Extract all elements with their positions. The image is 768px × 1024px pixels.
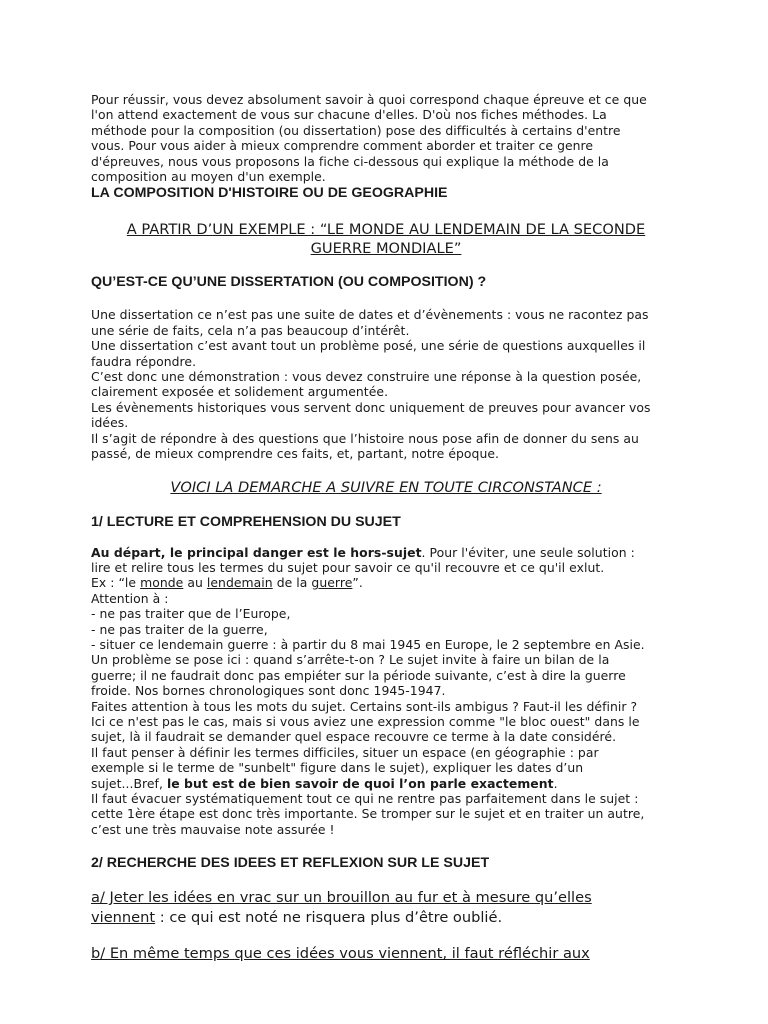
paragraph-line: Les évènements historiques vous servent donc uniquement de preuves pour avancer vos [91, 399, 651, 415]
paragraph-line: Une dissertation c’est avant tout un problème posé, une série de questions auxquelles il [91, 338, 646, 354]
section-2-item-a [91, 888, 681, 927]
demarche-title: VOICI LA DEMARCHE A SUIVRE EN TOUTE CIRCONSTANCE : [170, 478, 602, 496]
text-span: . [553, 775, 558, 791]
paragraph-line: idées. [91, 415, 129, 431]
item-a-line: a/ Jeter les idées en vrac sur un brouillon au fur et à mesure qu’elles [91, 889, 592, 907]
document-page [91, 92, 681, 964]
paragraph-line: Il faut penser à définir les termes difficiles, situer un espace (en géographie : par [91, 744, 599, 760]
paragraph-line: clairement exposée et solidement argumentée. [91, 384, 389, 400]
paragraph-line [91, 545, 681, 560]
paragraph-line: cette 1ère étape est donc très importante. Se tromper sur le sujet et en traiter un autre, [91, 806, 645, 822]
paragraph-line: C’est donc une démonstration : vous devez construire une réponse à la question posée, [91, 369, 642, 385]
underlined-word: lendemain [206, 575, 273, 591]
paragraph-line: Attention à : [91, 590, 169, 606]
underlined-word: viennent [91, 908, 156, 926]
paragraph-line: Une dissertation ce n’est pas une suite de dates et d’évènements : vous ne racontez pas [91, 307, 649, 323]
text-span: ”. [352, 575, 363, 591]
intro-line: composition au moyen d'un exemple. [91, 169, 326, 185]
paragraph-line: c’est une très mauvaise note assurée ! [91, 821, 335, 837]
paragraph-line: lire et relire tous les termes du sujet pour savoir ce qu'il recouvre et ce qu'il exlut. [91, 559, 605, 575]
item-a-line [91, 908, 681, 928]
example-title-line: A PARTIR D’UN EXEMPLE : “LE MONDE AU LENDEMAIN DE LA SECONDE [126, 221, 646, 239]
section-heading-2: 2/ RECHERCHE DES IDEES ET REFLEXION SUR LE SUJET [91, 855, 490, 872]
section-heading-1: 1/ LECTURE ET COMPREHENSION DU SUJET [91, 513, 401, 530]
paragraph-line: Ici ce n'est pas le cas, mais si vous aviez une expression comme "le bloc ouest" dans le [91, 713, 640, 729]
text-span: au [183, 575, 207, 591]
text-span: Ex : “le [91, 575, 141, 591]
paragraph-line: sujet, là il faudrait se demander quel espace recouvre ce terme à la date considéré. [91, 729, 617, 745]
section-heading-dissertation: QU’EST-CE QU’UNE DISSERTATION (OU COMPOSITION) ? [91, 274, 487, 291]
paragraph-line: Faites attention à tous les mots du sujet. Certains sont-ils ambigus ? Faut-il les définir ? [91, 698, 638, 714]
example-line [91, 575, 681, 590]
example-title [91, 220, 681, 258]
text-span: . Pour l'éviter, une seule solution : [421, 544, 635, 560]
text-span: : ce qui est noté ne risquera plus d’être oublié. [155, 908, 503, 926]
paragraph-line: faudra répondre. [91, 353, 197, 369]
text-span: de la [272, 575, 312, 591]
item-b-line: b/ En même temps que ces idées vous viennent, il faut réfléchir aux [91, 945, 590, 963]
underlined-word: monde [140, 575, 184, 591]
bold-text: le but est de bien savoir de quoi l’on parle exactement [166, 775, 554, 791]
list-item: - ne pas traiter de la guerre, [91, 621, 268, 637]
intro-line: méthode pour la composition (ou dissertation) pose des difficultés à certains d'entre [91, 122, 621, 138]
paragraph-line: froide. Nos bornes chronologiques sont donc 1945-1947. [91, 683, 446, 699]
list-item: - situer ce lendemain guerre : à partir du 8 mai 1945 en Europe, le 2 septembre en Asie. [91, 636, 645, 652]
underlined-word: guerre [311, 575, 353, 591]
intro-line: d'épreuves, nous vous proposons la fiche ci-dessous qui explique la méthode de la [91, 153, 609, 169]
paragraph-line: guerre; il ne faudrait donc pas empiéter sur la période suivante, c’est à dire la guerre [91, 667, 626, 683]
section-1-body [91, 545, 681, 838]
paragraph-line: exemple si le terme de "sunbelt" figure dans le sujet), expliquer les dates d’un [91, 760, 584, 776]
section-2-item-b [91, 944, 681, 964]
dissertation-paragraph [91, 307, 681, 461]
bold-text: Au départ, le principal danger est le hors-sujet [91, 544, 422, 560]
list-item: - ne pas traiter que de l’Europe, [91, 606, 291, 622]
intro-line: l'on attend exactement de vous sur chacune d'elles. D'où nos fiches méthodes. La [91, 107, 607, 123]
main-title: LA COMPOSITION D'HISTOIRE OU DE GEOGRAPHIE [91, 185, 448, 202]
paragraph-line: Il faut évacuer systématiquement tout ce qui ne rentre pas parfaitement dans le sujet : [91, 791, 639, 806]
paragraph-line: Un problème se pose ici : quand s’arrête-t-on ? Le sujet invite à faire un bilan de la [91, 652, 610, 668]
intro-line: vous. Pour vous aider à mieux comprendre comment aborder et traiter ce genre [91, 138, 594, 154]
example-title-line: GUERRE MONDIALE” [310, 240, 462, 258]
paragraph-line: une série de faits, cela n’a pas beaucoup d’intérêt. [91, 322, 410, 338]
paragraph-line [91, 776, 681, 791]
paragraph-line: passé, de mieux comprendre ces faits, et, partant, notre époque. [91, 446, 500, 462]
intro-paragraph [91, 92, 681, 184]
intro-line: Pour réussir, vous devez absolument savoir à quoi correspond chaque épreuve et ce que [91, 92, 647, 107]
text-span: sujet...Bref, [91, 775, 167, 791]
paragraph-line: Il s’agit de répondre à des questions que l’histoire nous pose afin de donner du sens au [91, 430, 639, 446]
